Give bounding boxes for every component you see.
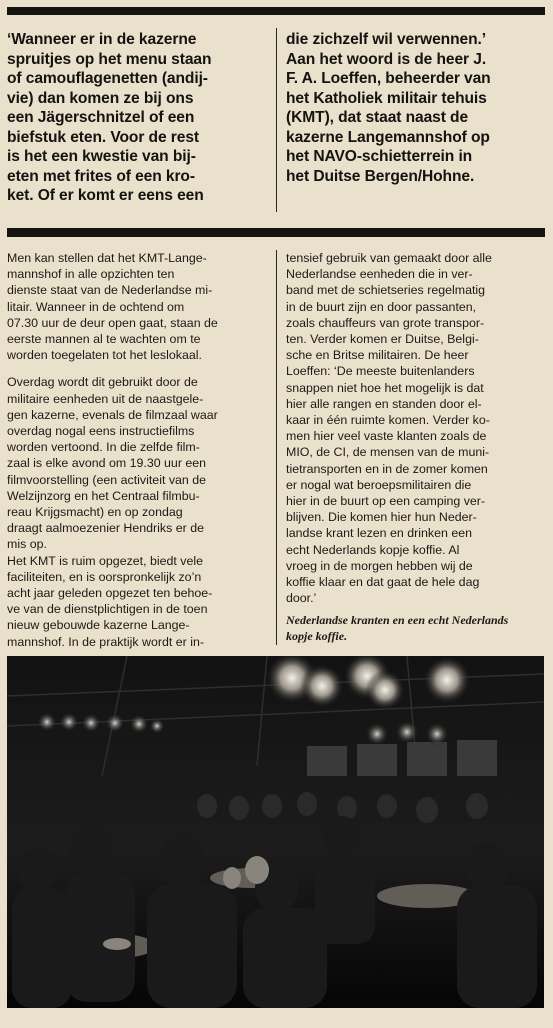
body-line: hier alle rangen en standen door el- [286, 396, 482, 411]
body-line: Men kan stellen dat het KMT-Lange- [7, 251, 207, 265]
body-line: acht jaar geleden opgezet ten behoe- [7, 586, 213, 601]
body-line: Overdag wordt dit gebruikt door de [7, 375, 198, 390]
body-line: tietransporten en in de zomer komen [286, 461, 488, 476]
intro-line: (KMT), dat staat naast de [286, 109, 469, 126]
body-line: mannshof. In de praktijk wordt er in- [7, 634, 204, 649]
body-line: draagt aalmoezenier Hendriks er de [7, 521, 204, 536]
body-line: Loeffen: ‘De meeste buitenlanders [286, 364, 475, 379]
body-line: tensief gebruik van gemaakt door alle [286, 251, 492, 265]
body-line: mannshof in alle opzichten ten [7, 267, 175, 282]
intro-line: kazerne Langemannshof op [286, 128, 490, 146]
body-line: snappen niet hoe het mogelijk is dat [286, 380, 484, 395]
body-line: eerste mannen al te wachten om te [7, 332, 201, 347]
canteen-photo [7, 656, 544, 1008]
intro-column-divider [276, 28, 277, 212]
body-right-column [286, 250, 492, 606]
body-column-divider [276, 250, 277, 645]
intro-right-column [286, 30, 491, 186]
body-line: gen kazerne, evenals de filmzaal waar [7, 407, 218, 422]
middle-rule [7, 228, 545, 237]
intro-line: F. A. Loeffen, beheerder van [286, 70, 491, 87]
intro-left-column [7, 30, 211, 206]
caption-line: Nederlandse kranten en een echt Nederlands [286, 613, 509, 627]
body-line: er nogal wat beroepsmilitairen die [286, 477, 472, 492]
body-line: men hier veel vaste klanten zoals de [286, 429, 487, 444]
body-left-column [7, 250, 218, 650]
body-line: echt Nederlands kopje koffie. Al [286, 542, 460, 557]
body-line: 07.30 uur de deur open gaat, staan de [7, 315, 218, 330]
body-line: hier in de buurt op een camping ver- [286, 494, 486, 509]
body-line: worden vertoond. In die zelfde film- [7, 440, 200, 455]
body-line: MIO, de CI, de mensen van de muni- [286, 445, 490, 460]
body-line: zaal is elke avond om 19.30 uur een [7, 456, 207, 471]
body-line: koffie klaar en dat gaat de hele dag [286, 575, 480, 590]
intro-line: biefstuk eten. Voor de rest [7, 128, 199, 146]
intro-line: ket. Of er komt er eens een [7, 187, 204, 204]
body-line: door.’ [286, 591, 317, 606]
intro-line: het Katholiek militair tehuis [286, 89, 487, 107]
body-line: faciliteiten, en is oorspronkelijk zo’n [7, 569, 202, 584]
intro-line: het NAVO-schietterrein in [286, 148, 473, 165]
body-line: sche en Britse militairen. De heer [286, 348, 469, 363]
body-line: nieuw gebouwde kazerne Lange- [7, 618, 190, 633]
body-line: vroeg in de morgen hebben wij de [286, 558, 473, 573]
body-line: ten. Verder komen er Duitse, Belgi- [286, 332, 479, 347]
intro-line: spruitjes op het menu staan [7, 50, 212, 68]
body-line: zoals chauffeurs van grote transpor- [286, 315, 485, 330]
body-line: dienste staat van de Nederlandse mi- [7, 283, 213, 298]
intro-line: Aan het woord is de heer J. [286, 50, 487, 68]
canteen-photo-graphic [7, 656, 544, 1008]
intro-line: is het een kwestie van bij- [7, 148, 196, 165]
body-line: ve van de dienstplichtigen in de toen [7, 602, 208, 617]
body-line: overdag nogal eens instructiefilms [7, 424, 195, 439]
intro-line: of camouflagenetten (andij- [7, 70, 208, 87]
body-line: litair. Wanneer in de ochtend om [7, 299, 185, 314]
body-line: blijven. Die komen hier hun Neder- [286, 510, 477, 525]
body-line: worden toegelaten tot het leslokaal. [7, 348, 202, 363]
body-line: in de buurt zijn en door passanten, [286, 299, 477, 314]
intro-line: het Duitse Bergen/Hohne. [286, 167, 475, 185]
caption-line: kopje koffie. [286, 629, 348, 643]
intro-line: die zichzelf wil verwennen.’ [286, 31, 486, 48]
body-line: militaire eenheden uit de naastgele- [7, 391, 204, 406]
intro-line: ‘Wanneer er in de kazerne [7, 31, 197, 48]
body-line: band met de schietseries regelmatig [286, 283, 486, 298]
intro-line: vie) dan komen ze bij ons [7, 89, 194, 107]
body-line: filmvoorstelling (een activiteit van de [7, 472, 207, 487]
body-line: Het KMT is ruim opgezet, biedt vele [7, 553, 204, 568]
intro-line: een Jägerschnitzel of een [7, 109, 195, 126]
body-line: mis op. [7, 537, 47, 552]
top-rule [7, 7, 545, 15]
body-line: Welzijnzorg en het Centraal filmbu- [7, 488, 200, 503]
photo-caption [286, 612, 508, 644]
body-line: landse krant lezen en drinken een [286, 526, 472, 541]
intro-line: eten met frites of een kro- [7, 167, 195, 185]
body-line: Nederlandse eenheden die in ver- [286, 267, 473, 282]
body-line: reau Krijgsmacht) en op zondag [7, 505, 183, 520]
body-line: kaar in één ruimte komen. Verder ko- [286, 413, 490, 428]
